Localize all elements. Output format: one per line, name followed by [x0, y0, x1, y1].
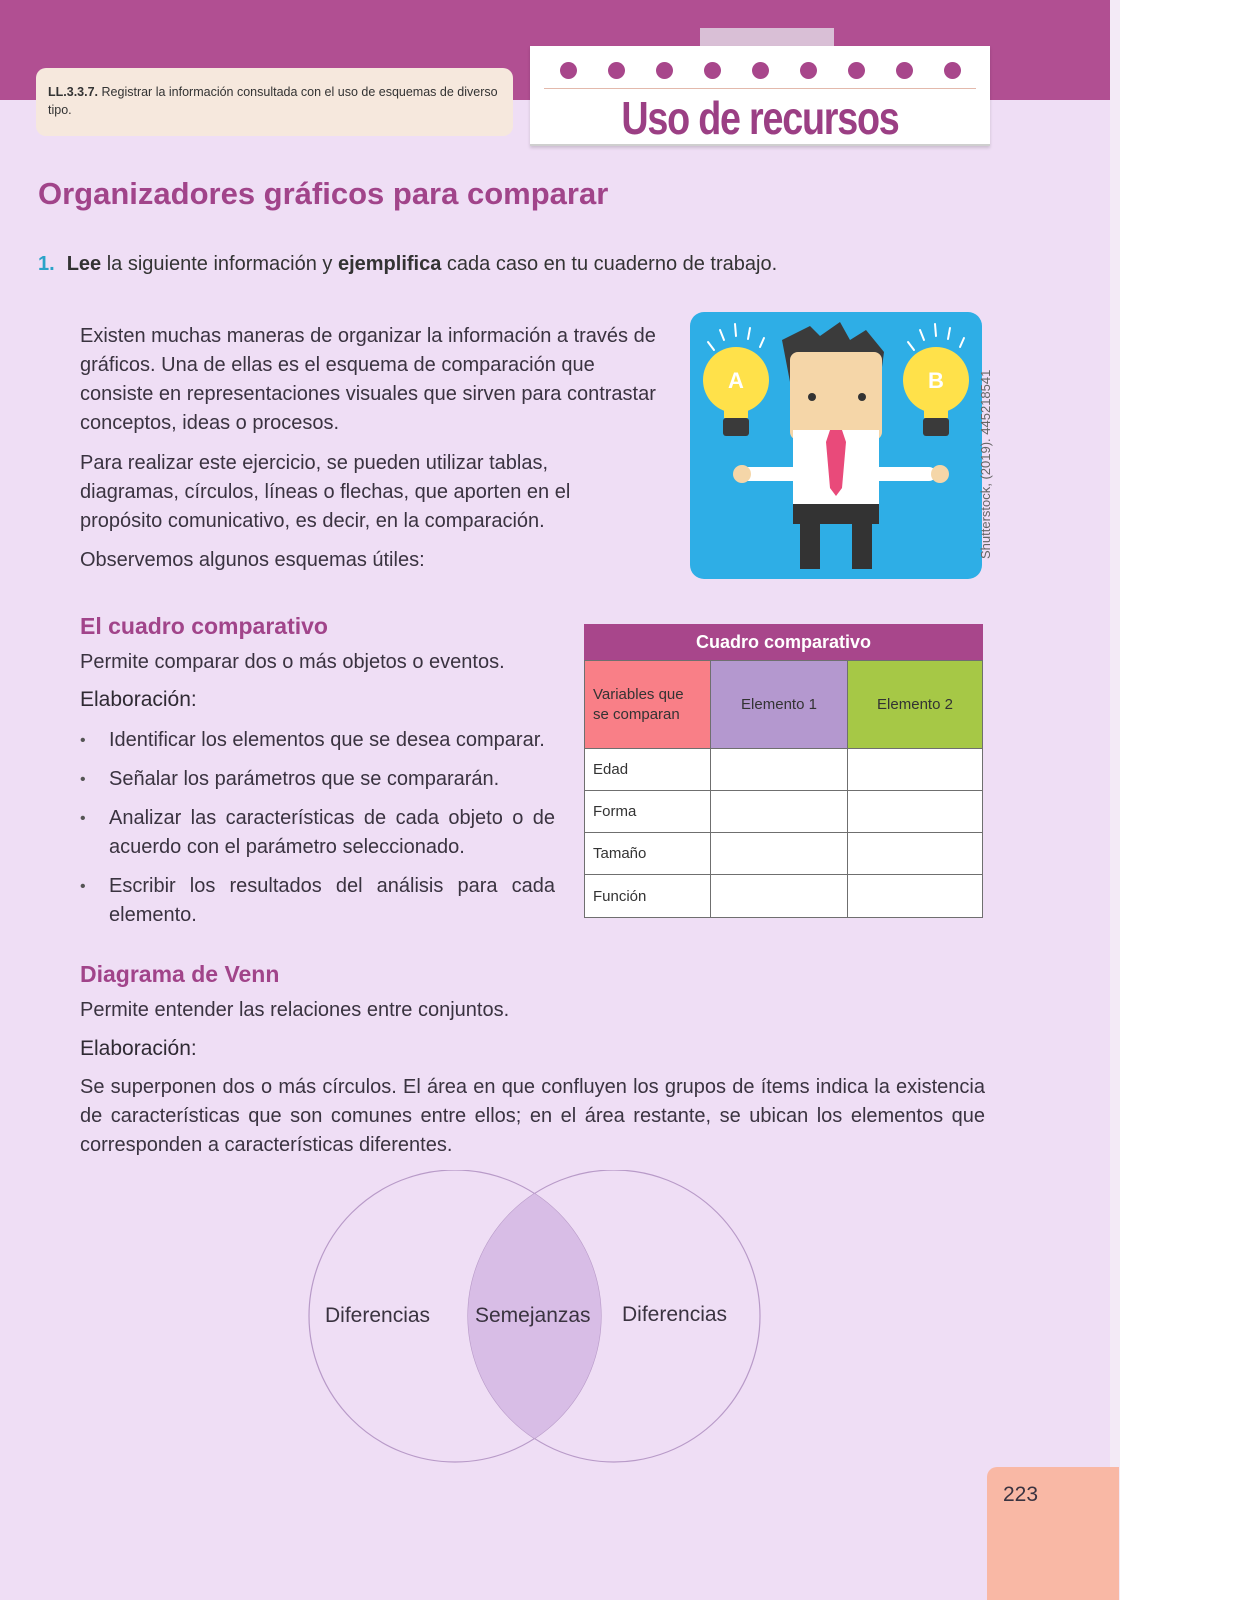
section-heading-venn: Diagrama de Venn: [80, 961, 280, 987]
row-label-tamano: Tamaño: [584, 832, 711, 875]
section-banner: [530, 46, 990, 146]
activity-instruction: [38, 253, 777, 276]
dot-decoration: [848, 62, 865, 79]
dot-decoration: [560, 62, 577, 79]
header-cell-elemento-2: Elemento 2: [847, 660, 983, 749]
instruction-text: la siguiente información y: [101, 253, 338, 275]
cuadro-description: Permite comparar dos o más objetos o eventos.: [80, 651, 505, 673]
activity-number: 1.: [38, 253, 55, 275]
page-number-tab: [987, 1467, 1119, 1600]
page-edge: [1110, 0, 1120, 1600]
page-title: Organizadores gráficos para comparar: [38, 176, 609, 211]
person-with-bulbs-image: [690, 312, 982, 579]
skill-text: Registrar la información consultada con el uso de esquemas de diverso tipo.: [48, 85, 498, 117]
dot-decoration: [656, 62, 673, 79]
table-cell: [847, 832, 983, 875]
table-title: Cuadro comparativo: [584, 624, 983, 660]
list-item: • Señalar los parámetros que se compararán.: [80, 765, 555, 794]
banner-dots: [560, 62, 970, 80]
list-item: • Identificar los elementos que se desea comparar.: [80, 726, 555, 755]
intro-paragraph-2: Para realizar este ejercicio, se pueden utilizar tablas, diagramas, círculos, líneas o flechas, que aporten en el propósito comunicativo, es decir, en la comparación.: [80, 452, 571, 532]
comparative-table: [584, 624, 983, 918]
bulb-a-label: A: [728, 368, 744, 393]
table-cell: [847, 790, 983, 833]
table-cell: [847, 748, 983, 791]
header-cell-elemento-1: Elemento 1: [710, 660, 848, 749]
dot-decoration: [608, 62, 625, 79]
dot-decoration: [944, 62, 961, 79]
instruction-tail: cada caso en tu cuaderno de trabajo.: [441, 253, 778, 275]
table-cell: [710, 748, 848, 791]
dot-decoration: [896, 62, 913, 79]
intro-paragraph-3: Observemos algunos esquemas útiles:: [80, 549, 425, 571]
intro-paragraph-1: Existen muchas maneras de organizar la información a través de gráficos. Una de ellas es el esquema de comparación que consiste en representaciones visuales que sirven para contrastar conceptos, ideas o procesos.: [80, 325, 656, 434]
illustration-person-ideas: [690, 312, 982, 579]
dot-decoration: [800, 62, 817, 79]
table-cell: [710, 832, 848, 875]
page-number: 223: [1003, 1483, 1039, 1506]
instruction-verb-2: ejemplifica: [337, 253, 442, 275]
table-cell: [710, 790, 848, 833]
banner-title: Uso de recursos: [621, 92, 899, 144]
cuadro-steps-list: [80, 726, 555, 940]
image-credit: Shutterstock, (2019). 445218541: [978, 369, 993, 559]
instruction-verb-1: Lee: [66, 253, 102, 275]
venn-left-label: Diferencias: [325, 1304, 431, 1327]
venn-right-label: Diferencias: [622, 1303, 728, 1326]
list-item: • Analizar las características de cada objeto o de acuerdo con el parámetro seleccionado.: [80, 804, 555, 862]
bulb-b-label: B: [928, 368, 944, 393]
skill-box: [36, 68, 513, 136]
dot-decoration: [752, 62, 769, 79]
venn-elaboration-label: Elaboración:: [80, 1037, 197, 1060]
header-cell-variables: Variables que se comparan: [584, 660, 711, 749]
row-label-edad: Edad: [584, 748, 711, 791]
skill-code: LL.3.3.7.: [48, 85, 99, 99]
row-label-forma: Forma: [584, 790, 711, 833]
venn-description: Permite entender las relaciones entre conjuntos.: [80, 999, 510, 1021]
cuadro-elaboration-label: Elaboración:: [80, 688, 197, 711]
venn-explanation: Se superponen dos o más círculos. El área en que confluyen los grupos de ítems indica la existencia de características que son comunes entre ellos; en el área restante, se ubican los elementos que corresponden a características diferentes.: [80, 1076, 985, 1156]
table-cell: [847, 874, 983, 918]
row-label-funcion: Función: [584, 874, 711, 918]
section-heading-cuadro: El cuadro comparativo: [80, 613, 328, 639]
venn-center-label: Semejanzas: [475, 1304, 591, 1327]
banner-rule: [544, 88, 976, 89]
list-item: • Escribir los resultados del análisis para cada elemento.: [80, 872, 555, 930]
dot-decoration: [704, 62, 721, 79]
table-cell: [710, 874, 848, 918]
